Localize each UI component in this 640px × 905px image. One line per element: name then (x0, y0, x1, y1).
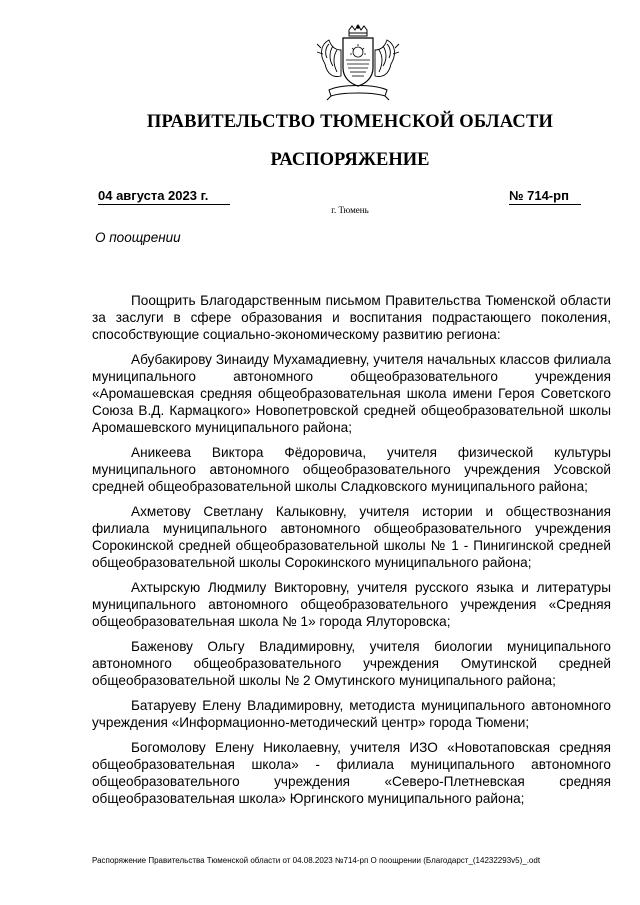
right-supporter-icon (375, 40, 399, 77)
awardee-paragraph: Батаруеву Елену Владимировну, методиста муниципального автономного учреждения «Информационно-методический центр» города Тюмени; (92, 698, 611, 730)
awardee-paragraph: Аникеева Виктора Фёдоровича, учителя физической культуры муниципального автономного общеобразовательного учреждения Усовской средней общеобразовательной школы Сладковского муниципального района; (92, 445, 611, 494)
crown-icon (349, 25, 367, 36)
body-intro-paragraph: Поощрить Благодарственным письмом Правительства Тюменской области за заслуги в сфере образования и воспитания подрастающего поколения, способствующие социально-экономическому развитию региона: (92, 293, 611, 342)
awardee-paragraph: Баженову Ольгу Владимировну, учителя биологии муниципального автономного общеобразовательного учреждения Омутинской средней общеобразовательной школы № 2 Омутинского муниципального района; (92, 639, 611, 688)
organization-title: ПРАВИТЕЛЬСТВО ТЮМЕНСКОЙ ОБЛАСТИ (146, 112, 554, 132)
document-date: 04 августа 2023 г. (98, 188, 230, 205)
awardee-paragraph: Ахметову Светлану Калыковну, учителя истории и обществознания филиала муниципального автономного общеобразовательного учреждения Сорокинской средней общеобразовательной школы № 1 - Пинигинской средней общеобразовательной школы Сорокинского муниципального района; (92, 504, 611, 570)
awardee-paragraph: Ахтырскую Людмилу Викторовну, учителя русского языка и литературы муниципального автономного общеобразовательного учреждения «Средняя общеобразовательная школа № 1» города Ялуторовска; (92, 580, 611, 629)
document-body (92, 292, 611, 815)
left-supporter-icon (317, 40, 341, 77)
document-number: № 714-рп (509, 188, 581, 205)
document-footer: Распоряжение Правительства Тюменской области от 04.08.2023 №714-рп О поощрении (Благодарст_(14232293v5)_.odt (92, 856, 541, 865)
document-subject: О поощрении (95, 230, 181, 245)
ribbon-icon (327, 86, 389, 101)
awardee-paragraph: Богомолову Елену Николаевну, учителя ИЗО «Новотаповская средняя общеобразовательная школа» - филиала муниципального автономного общеобразовательного учреждения «Северо-Плетневская средняя общеобразовательная школа» Юргинского муниципального района; (92, 740, 611, 806)
tyumen-region-coat-of-arms-icon (311, 24, 405, 102)
document-city: г. Тюмень (331, 205, 369, 215)
awardee-paragraph: Абубакирову Зинаиду Мухамадиевну, учителя начальных классов филиала муниципального автономного общеобразовательного учреждения «Аромашевская средняя общеобразовательная школа имени Героя Советского Союза В.Д. Кармацкого» Новопетровской средней общеобразовательной школы Аромашевского муниципального района; (92, 352, 611, 435)
document-type-title: РАСПОРЯЖЕНИЕ (270, 150, 430, 170)
